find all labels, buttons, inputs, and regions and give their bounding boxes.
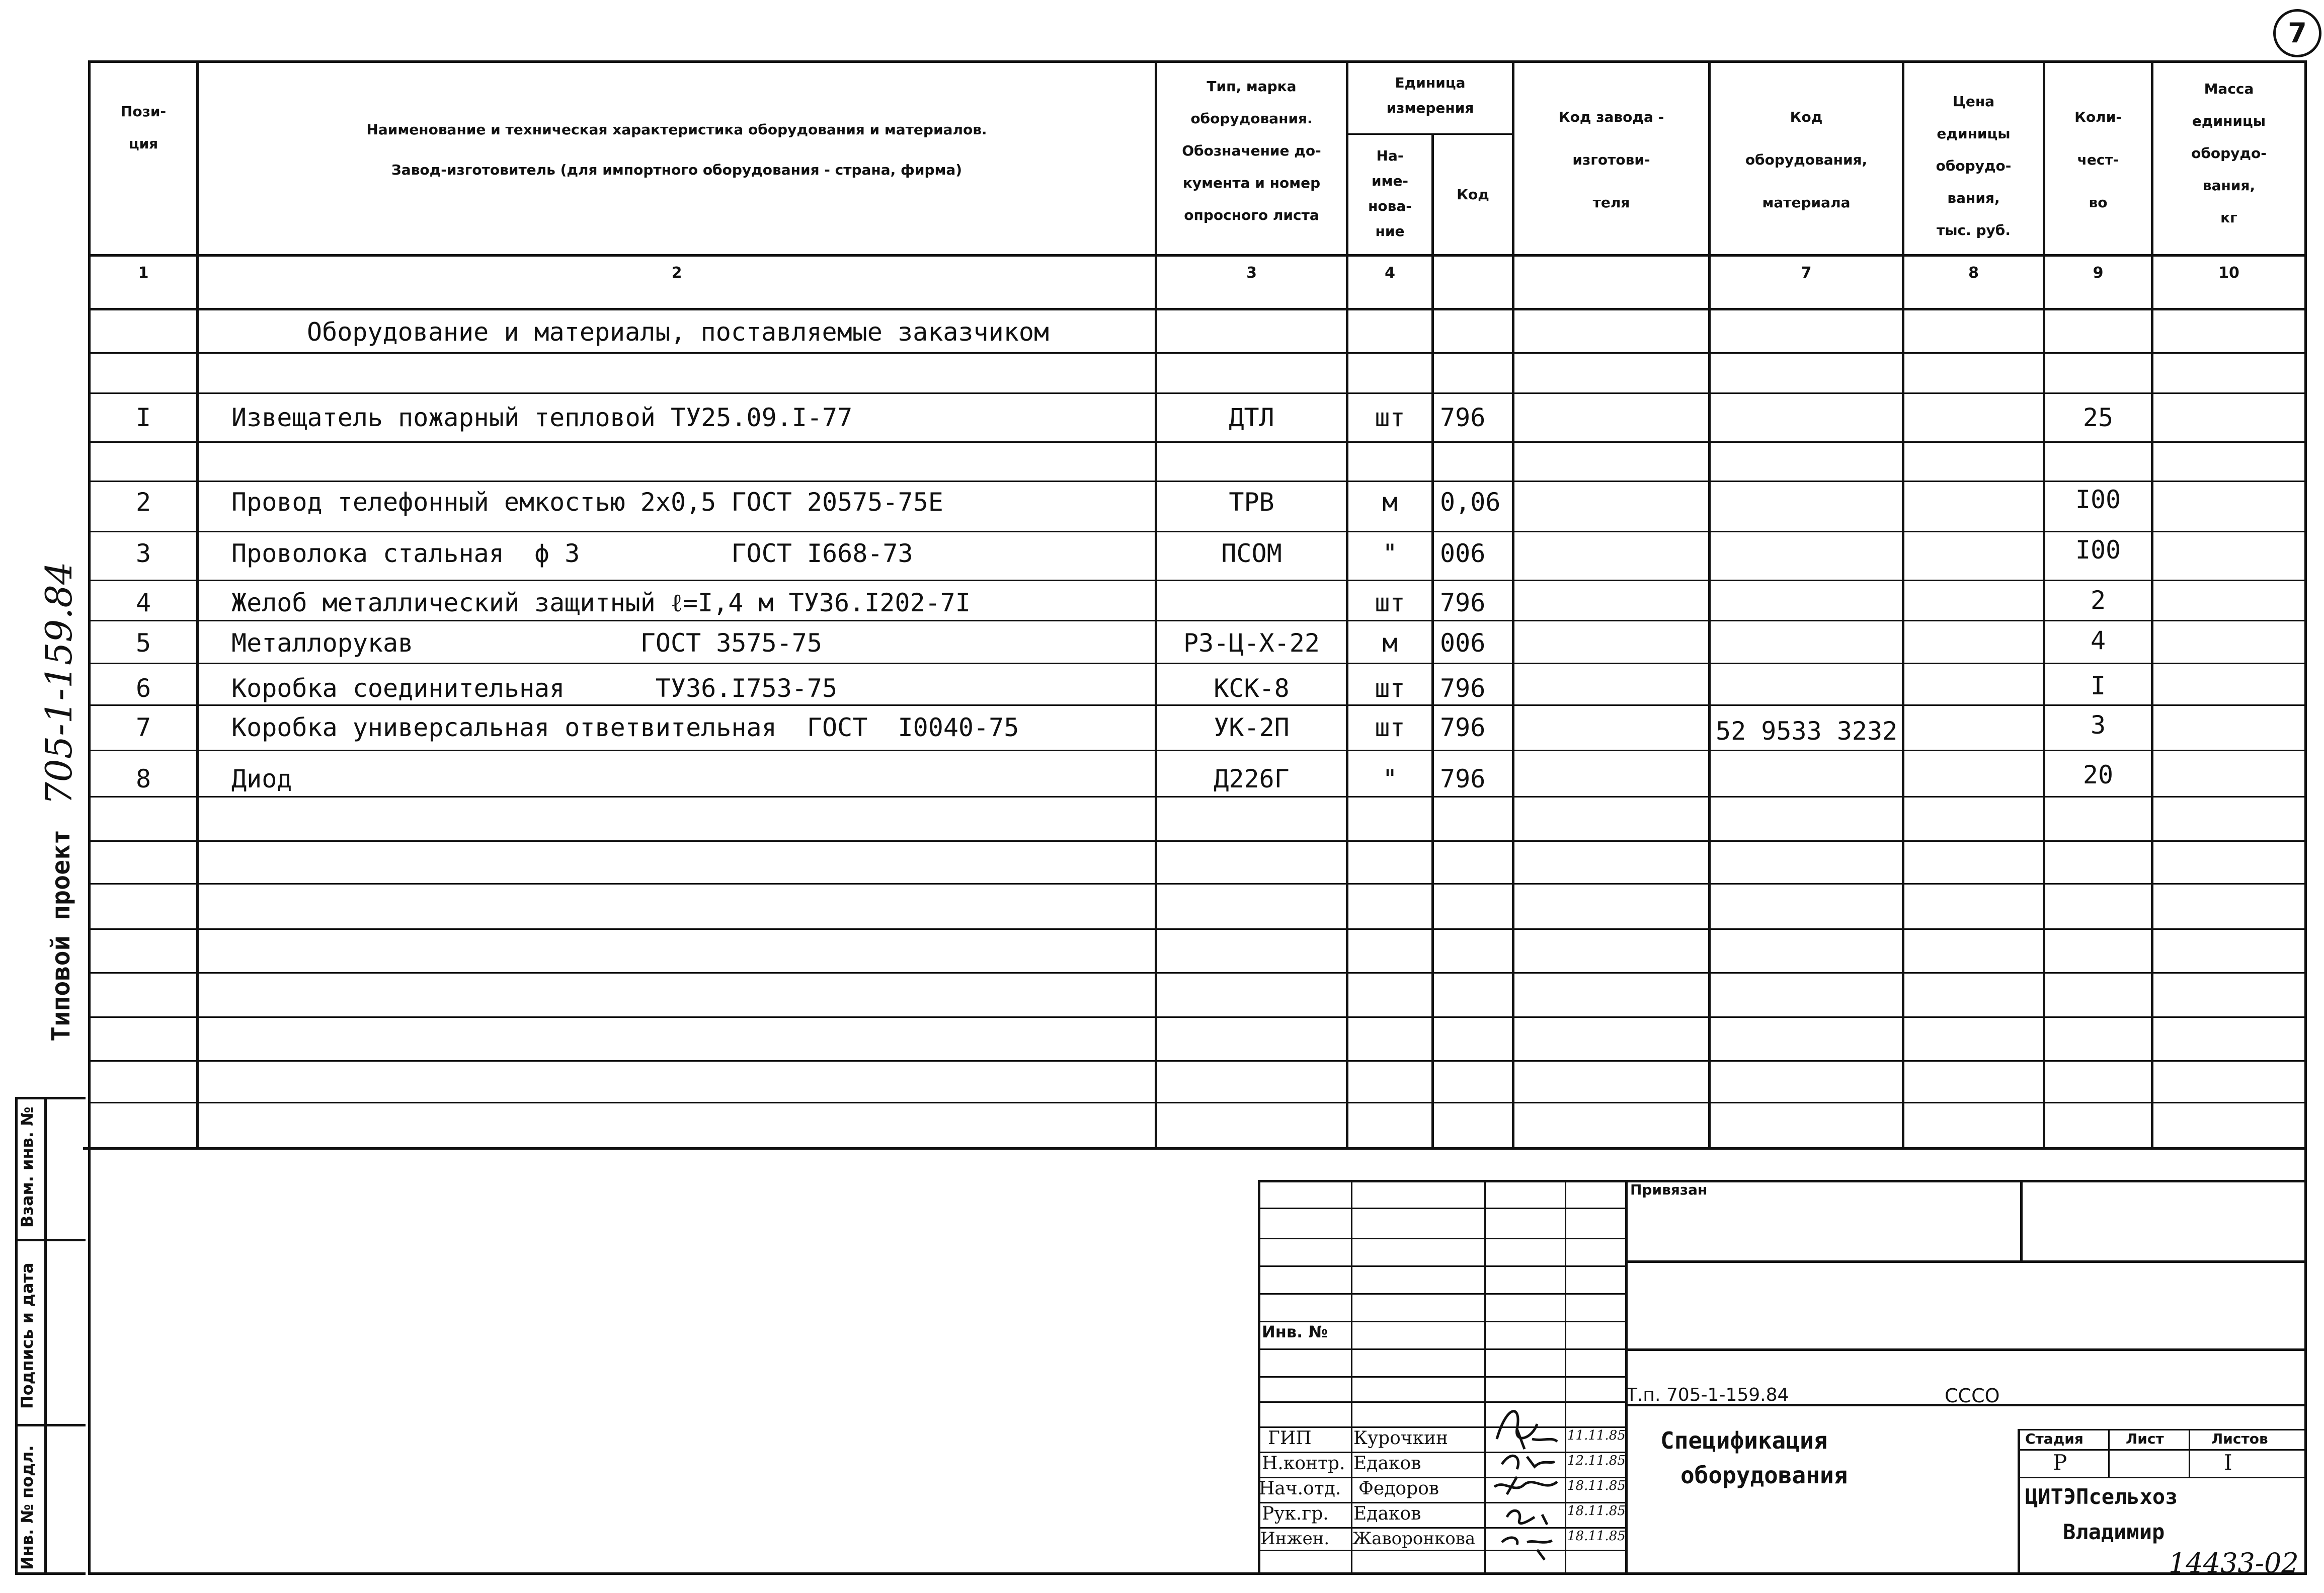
column-number: 10 [2218, 264, 2239, 282]
row-unit-code: 006 [1440, 628, 1486, 658]
row-unit-code: 796 [1440, 588, 1486, 617]
person-name: Федоров [1358, 1478, 1439, 1499]
document-suffix: СССО [1945, 1385, 2000, 1407]
row-type: ТРВ [1229, 488, 1274, 517]
section-title: Оборудование и материалы, поставляемые заказчиком [307, 317, 1050, 347]
row-type: ДТЛ [1229, 403, 1274, 432]
document-title-line1: Спецификация [1660, 1427, 1828, 1454]
row-quantity: 4 [2090, 626, 2106, 655]
row-name: Извещатель пожарный тепловой ТУ25.09.I-77 [231, 403, 853, 432]
row-unit: шт [1375, 674, 1405, 703]
header-equipment-code: Код оборудования, материала [1745, 109, 1868, 211]
row-type: Д226Г [1214, 764, 1290, 793]
row-quantity: I [2090, 671, 2106, 700]
row-position: 2 [135, 488, 151, 517]
row-name: Проволока стальная ϕ 3 ГОСТ I668-73 [231, 539, 913, 568]
header-type: Тип, марка оборудования. Обозначение до- кумента и номер опросного листа [1182, 78, 1321, 223]
row-position: 3 [135, 539, 151, 568]
document-title-line2: оборудования [1680, 1462, 1848, 1489]
row-unit: " [1382, 539, 1398, 568]
inv-label: Инв. № [1262, 1322, 1328, 1341]
column-number: 8 [1968, 264, 1979, 282]
person-name: Едаков [1353, 1503, 1421, 1524]
project-label: Типовой проект [46, 829, 75, 1042]
row-equipment-code: 52 9533 3232 [1716, 716, 1898, 746]
row-position: 8 [135, 764, 151, 793]
document-code: Т.п. 705-1-159.84 [1626, 1385, 1789, 1405]
row-quantity: 3 [2090, 710, 2106, 740]
row-name: Провод телефонный емкостью 2х0,5 ГОСТ 20575-75Е [231, 488, 943, 517]
header-price: Цена единицы оборудо- вания, тыс. руб. [1936, 93, 2012, 238]
footer-number: 14433-02 [2169, 1547, 2299, 1579]
row-type: ПСОМ [1221, 539, 1282, 568]
column-number: 4 [1385, 264, 1395, 282]
stamp-inv-original: Инв. № подл. [18, 1445, 37, 1570]
row-unit: м [1382, 628, 1398, 658]
row-quantity: 20 [2082, 760, 2114, 789]
header-name: Наименование и техническая характеристика оборудования и материалов. Завод-изготовитель (для импортного оборудования - страна, фирма) [366, 121, 987, 178]
row-name: Коробка соединительная ТУ36.I753-75 [231, 674, 838, 703]
sign-date: 18.11.85 [1567, 1478, 1626, 1493]
row-unit: " [1382, 764, 1398, 793]
row-name: Диод [231, 764, 292, 793]
row-unit-code: 0,06 [1440, 488, 1501, 517]
header-quantity: Коли- чест- во [2074, 109, 2122, 211]
header-unit-code: Код [1457, 186, 1489, 203]
sign-date: 18.11.85 [1567, 1503, 1626, 1519]
sign-date: 18.11.85 [1567, 1529, 1626, 1544]
row-position: 6 [135, 674, 151, 703]
sheets-value: I [2224, 1450, 2232, 1475]
stage-label: Стадия [2025, 1430, 2083, 1447]
role-engineer: Инжен. [1260, 1529, 1330, 1549]
signature-scribbles [1487, 1394, 1565, 1572]
sheets-label: Листов [2211, 1430, 2268, 1447]
role-group-head: Рук.гр. [1262, 1503, 1329, 1524]
column-number: 1 [138, 264, 149, 282]
row-quantity: 25 [2082, 403, 2114, 432]
person-name: Едаков [1353, 1453, 1421, 1474]
header-mass: Масса единицы оборудо- вания, кг [2191, 81, 2267, 226]
header-position: Пози- ция [120, 103, 167, 152]
row-name: Металлорукав ГОСТ 3575-75 [231, 628, 822, 658]
stamp-replaced-inv: Взам. инв. № [18, 1106, 37, 1228]
sign-date: 12.11.85 [1567, 1453, 1626, 1468]
row-name: Коробка универсальная ответвительная ГОСТ I0040-75 [231, 713, 1019, 742]
person-name: Курочкин [1353, 1428, 1449, 1449]
row-unit-code: 796 [1440, 403, 1486, 432]
organization-line1: ЦИТЭПсельхоз [2025, 1484, 2178, 1509]
row-quantity: 2 [2090, 586, 2106, 615]
column-number: 2 [671, 264, 682, 282]
row-unit: шт [1375, 403, 1405, 432]
column-number: 9 [2093, 264, 2104, 282]
row-position: 7 [135, 713, 151, 742]
stage-value: Р [2053, 1450, 2067, 1475]
row-unit-code: 796 [1440, 713, 1486, 742]
project-number-handwritten: 705-1-159.84 [38, 562, 80, 805]
organization-line2: Владимир [2063, 1520, 2165, 1544]
row-type: Р3-Ц-Х-22 [1183, 628, 1320, 658]
header-unit-name: На- име- нова- ние [1368, 147, 1412, 240]
row-position: 5 [135, 628, 151, 658]
row-name: Желоб металлический защитный ℓ=I,4 м ТУ36.I202-7I [231, 588, 971, 617]
row-position: I [135, 403, 151, 432]
sheet-number: 7 [2273, 9, 2321, 57]
row-unit: шт [1375, 713, 1405, 742]
row-position: 4 [135, 588, 151, 617]
column-number: 7 [1801, 264, 1812, 282]
role-norm-control: Н.контр. [1262, 1453, 1345, 1474]
row-unit-code: 796 [1440, 674, 1486, 703]
row-unit-code: 006 [1440, 539, 1486, 568]
sign-date: 11.11.85 [1567, 1428, 1626, 1443]
row-unit-code: 796 [1440, 764, 1486, 793]
row-unit: шт [1375, 588, 1405, 617]
row-type: КСК-8 [1214, 674, 1290, 703]
row-quantity: I00 [2075, 535, 2121, 565]
header-plant-code: Код завода - изготови- теля [1558, 109, 1664, 211]
column-number: 3 [1246, 264, 1257, 282]
role-dept-head: Нач.отд. [1259, 1478, 1341, 1499]
sheet-label: Лист [2126, 1430, 2164, 1447]
stamp-signature-date: Подпись и дата [18, 1262, 37, 1409]
row-quantity: I00 [2075, 485, 2121, 514]
privyazan-label: Привязан [1630, 1181, 1708, 1198]
person-name: Жаворонкова [1352, 1529, 1476, 1549]
row-type: УК-2П [1214, 713, 1290, 742]
header-unit: Единица измерения [1386, 74, 1474, 116]
role-gip: ГИП [1268, 1428, 1312, 1449]
row-unit: м [1382, 488, 1398, 517]
